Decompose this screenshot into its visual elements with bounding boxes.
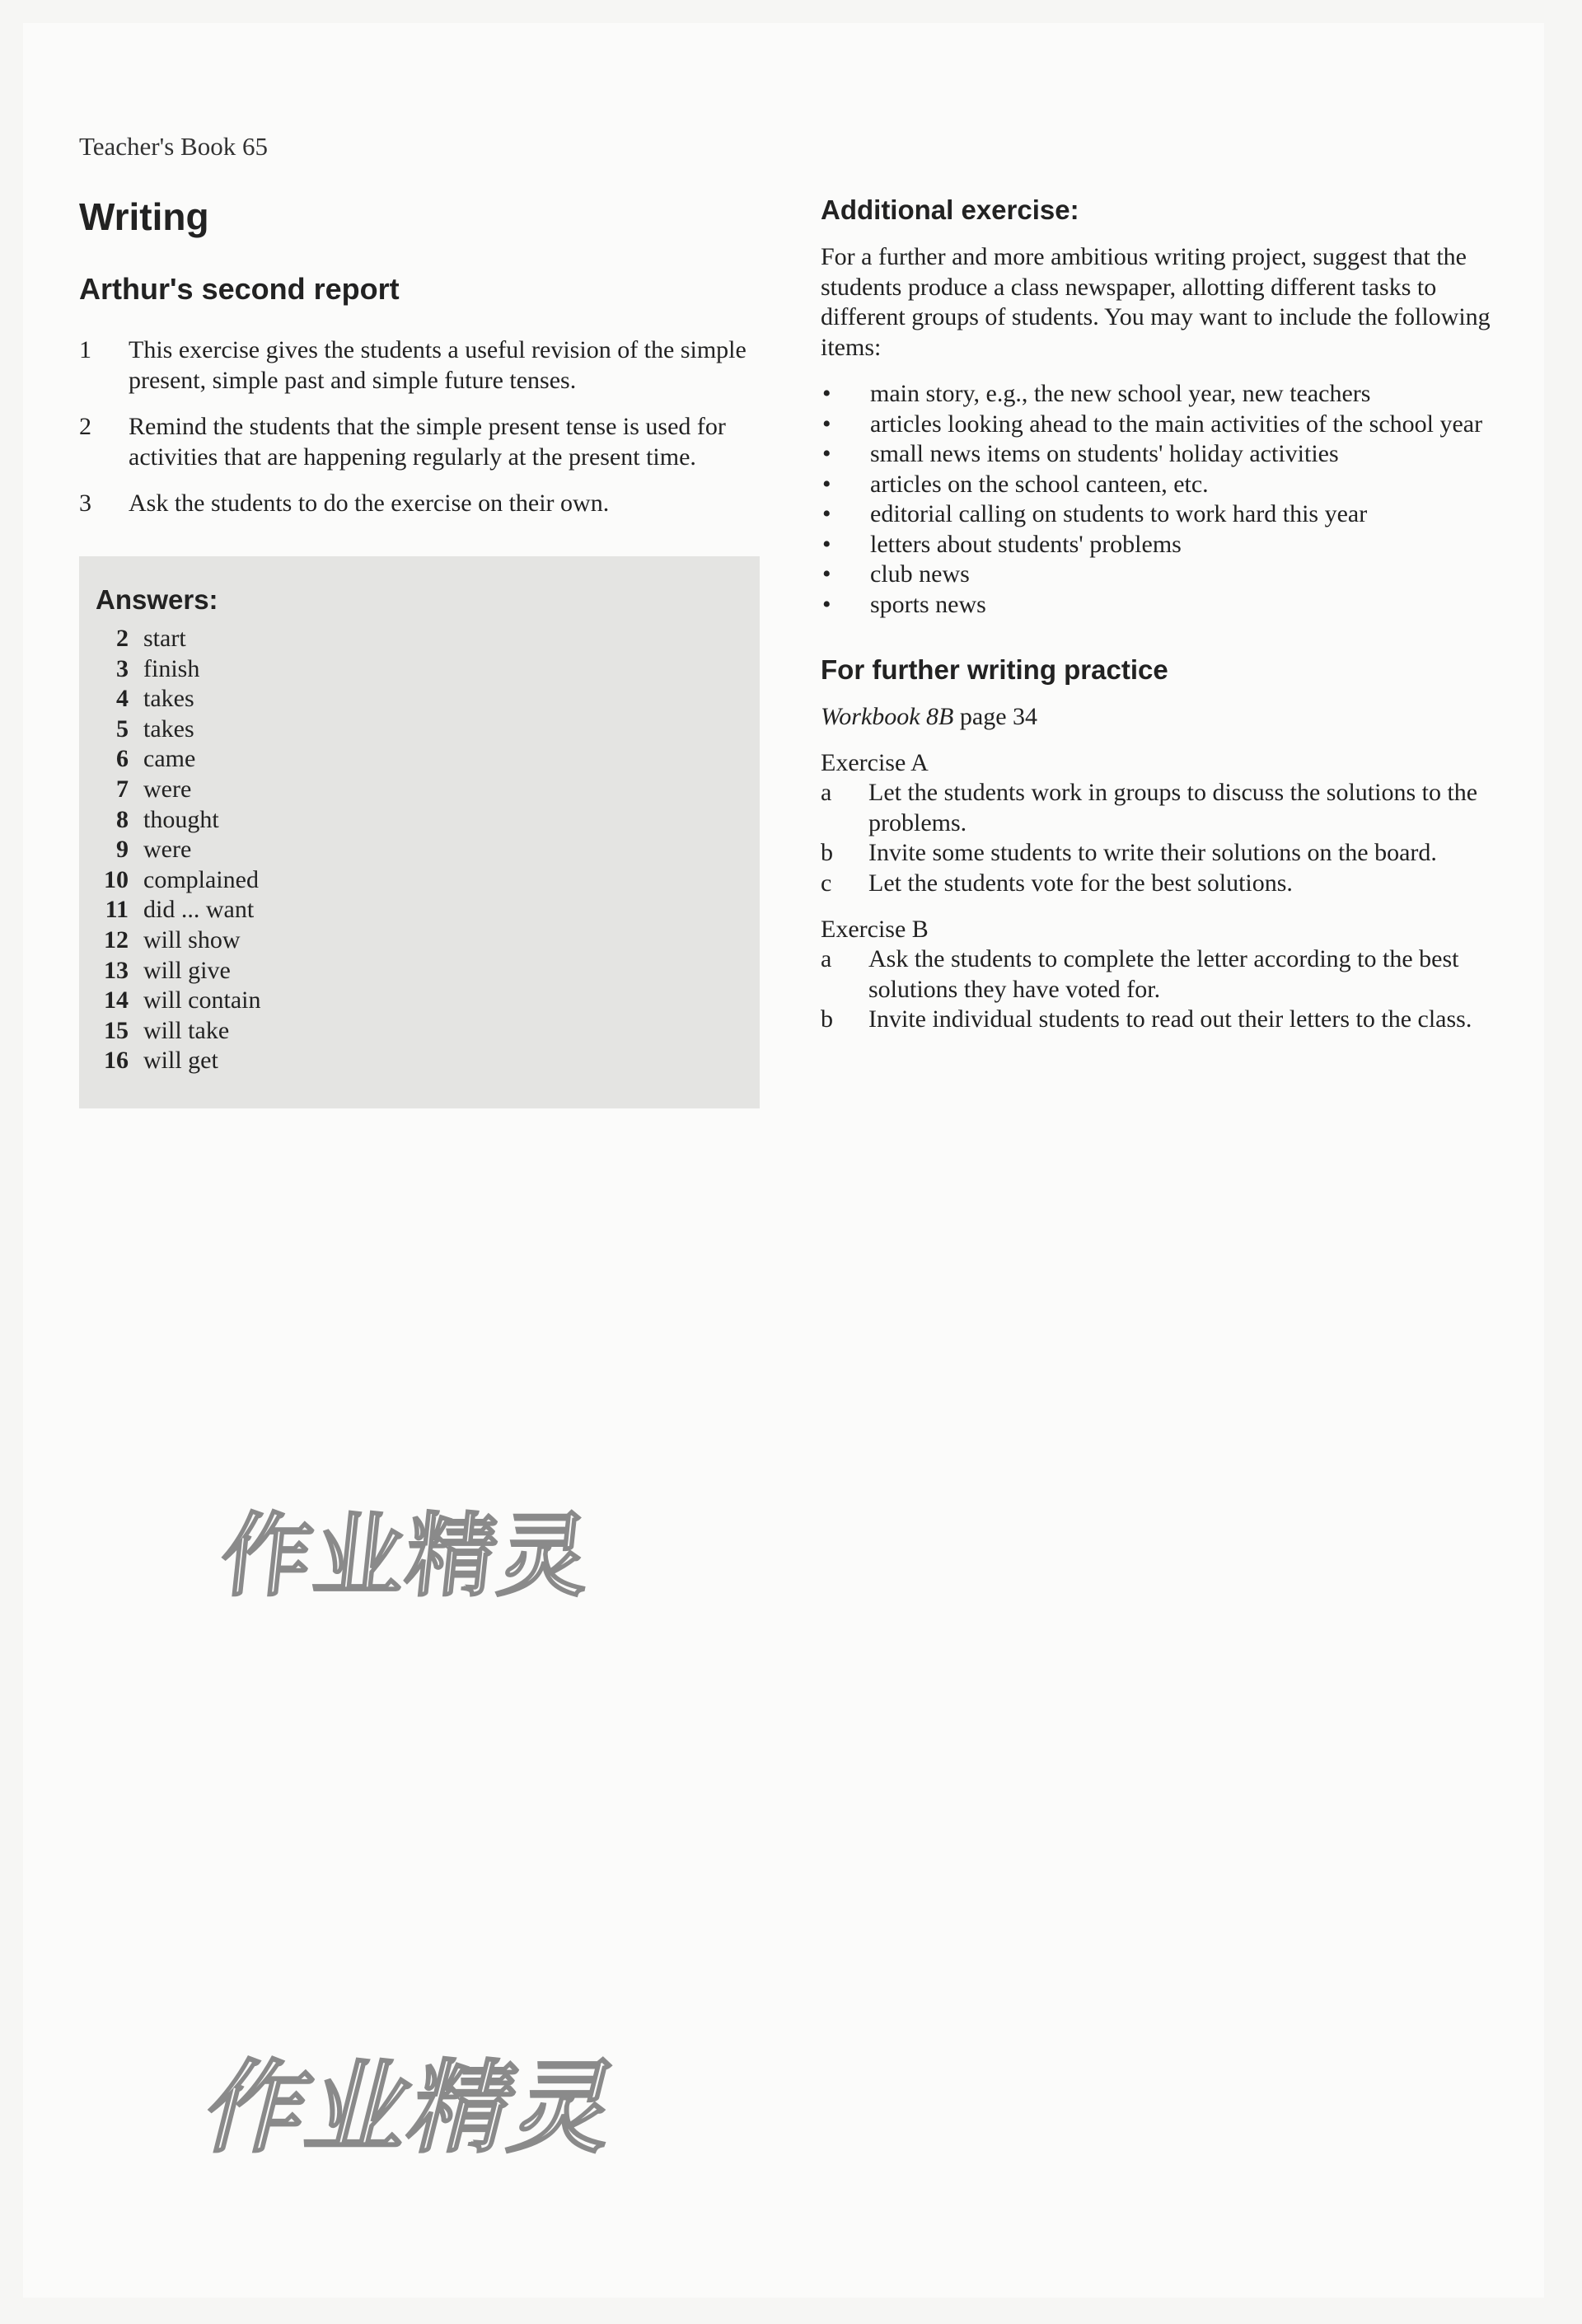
answer-word: takes — [143, 715, 194, 743]
answer-word: takes — [143, 685, 194, 713]
bullet-item — [821, 470, 1496, 500]
step-number: 1 — [79, 336, 91, 363]
answer-number: 5 — [116, 715, 129, 743]
answers-list — [96, 624, 760, 1076]
item-text: Let the students vote for the best solutions. — [868, 869, 1293, 897]
answer-row — [96, 895, 760, 925]
bullet-text: articles looking ahead to the main activities of the school year — [870, 410, 1483, 438]
bullet-dot: • — [822, 440, 831, 467]
workbook-page: page 34 — [959, 703, 1038, 730]
bullet-text: editorial calling on students to work hard this year — [870, 500, 1368, 527]
answer-row — [96, 835, 760, 865]
answer-row — [96, 925, 760, 956]
answer-word: will show — [143, 925, 241, 953]
bullet-text: articles on the school canteen, etc. — [870, 470, 1209, 498]
bullet-text: club news — [870, 560, 970, 588]
section-title: Writing — [79, 195, 209, 238]
exercise-item — [821, 944, 1496, 1005]
bullet-item — [821, 530, 1496, 560]
answer-number: 15 — [104, 1016, 129, 1044]
answer-row — [96, 865, 760, 896]
answer-row — [96, 654, 760, 685]
right-column — [821, 194, 1496, 1052]
answer-number: 16 — [104, 1047, 129, 1075]
item-text: Invite individual students to read out their letters to the class. — [868, 1005, 1472, 1033]
bullet-item — [821, 590, 1496, 621]
answers-box — [79, 556, 760, 1108]
answer-number: 2 — [116, 625, 129, 652]
answer-row — [96, 1046, 760, 1076]
additional-exercise-text: For a further and more ambitious writing project, suggest that the students produce a class newspaper, allotting different tasks to different groups of students. You may want to include the following items: — [821, 243, 1491, 361]
answer-row — [96, 744, 760, 775]
answer-row — [96, 775, 760, 805]
answer-row — [96, 956, 760, 986]
exercise-item — [821, 869, 1496, 899]
step-item — [79, 335, 763, 396]
exercise-item — [821, 1005, 1496, 1035]
item-letter: a — [821, 779, 832, 806]
step-item — [79, 488, 763, 518]
exercise-item — [821, 778, 1496, 838]
answer-row — [96, 1016, 760, 1047]
bullet-dot: • — [822, 530, 831, 558]
answer-number: 7 — [116, 775, 129, 803]
item-text: Invite some students to write their solutions on the board. — [868, 839, 1437, 866]
answer-row — [96, 624, 760, 654]
answer-number: 6 — [116, 745, 129, 773]
item-letter: b — [821, 1005, 833, 1033]
bullet-text: sports news — [870, 590, 986, 618]
answer-number: 10 — [104, 865, 129, 893]
step-text: Remind the students that the simple present tense is used for activities that are happening regularly at the present time. — [129, 413, 726, 471]
step-number: 2 — [79, 413, 91, 440]
answer-word: thought — [143, 805, 219, 833]
item-letter: a — [821, 945, 832, 972]
answer-number: 13 — [104, 956, 129, 984]
answer-word: finish — [143, 654, 200, 682]
steps-list — [79, 335, 763, 518]
bullet-item — [821, 379, 1496, 410]
bullet-text: letters about students' problems — [870, 530, 1182, 558]
exercise-a-title: Exercise A — [821, 749, 929, 776]
bullet-text: main story, e.g., the new school year, new teachers — [870, 380, 1371, 407]
exercise-item — [821, 838, 1496, 869]
item-letter: c — [821, 869, 832, 897]
answer-number: 9 — [116, 836, 129, 864]
answer-word: start — [143, 625, 186, 652]
answer-word: will get — [143, 1047, 218, 1075]
workbook-reference — [821, 702, 1496, 732]
item-text: Ask the students to complete the letter according to the best solutions they have voted for. — [868, 945, 1459, 1003]
bullet-dot: • — [822, 560, 831, 588]
step-item — [79, 411, 763, 472]
item-text: Let the students work in groups to discuss the solutions to the problems. — [868, 779, 1478, 836]
answer-word: came — [143, 745, 196, 773]
answer-word: did ... want — [143, 896, 255, 924]
answer-number: 4 — [116, 685, 129, 713]
workbook-name: Workbook 8B — [821, 703, 954, 730]
answer-row — [96, 986, 760, 1016]
answer-row — [96, 715, 760, 745]
bullet-item — [821, 560, 1496, 590]
answer-number: 14 — [104, 986, 129, 1014]
bullet-dot: • — [822, 380, 831, 407]
step-text: Ask the students to do the exercise on their own. — [129, 490, 610, 517]
running-head: Teacher's Book 65 — [79, 132, 268, 161]
bullet-list — [821, 379, 1496, 620]
watermark-logo: 作业精灵 — [193, 2050, 632, 2167]
answer-number: 3 — [116, 654, 129, 682]
exercise-a-list — [821, 778, 1496, 898]
answer-word: will contain — [143, 986, 261, 1014]
answer-number: 8 — [116, 805, 129, 833]
bullet-dot: • — [822, 590, 831, 618]
step-number: 3 — [79, 490, 91, 517]
exercise-b-title: Exercise B — [821, 916, 929, 943]
left-column — [79, 194, 763, 1108]
answer-word: complained — [143, 865, 259, 893]
bullet-dot: • — [822, 500, 831, 527]
answer-word: were — [143, 836, 192, 864]
bullet-item — [821, 439, 1496, 470]
answer-number: 11 — [105, 896, 129, 924]
step-text: This exercise gives the students a useful revision of the simple present, simple past and simple future tenses. — [129, 336, 747, 394]
bullet-dot: • — [822, 470, 831, 498]
exercise-b-list — [821, 944, 1496, 1035]
bullet-item — [821, 410, 1496, 440]
answer-row — [96, 805, 760, 836]
answer-number: 12 — [104, 925, 129, 953]
bullet-text: small news items on students' holiday activities — [870, 440, 1339, 467]
additional-exercise-title: Additional exercise: — [821, 194, 1079, 225]
answer-word: will give — [143, 956, 231, 984]
answer-row — [96, 684, 760, 715]
bullet-dot: • — [822, 410, 831, 438]
subtitle: Arthur's second report — [79, 272, 400, 306]
answers-title: Answers: — [96, 584, 218, 615]
watermark-logo: 作业精灵 — [216, 1503, 597, 1609]
item-letter: b — [821, 839, 833, 866]
answer-word: were — [143, 775, 192, 803]
further-practice-title: For further writing practice — [821, 654, 1168, 685]
bullet-item — [821, 499, 1496, 530]
answer-word: will take — [143, 1016, 230, 1044]
